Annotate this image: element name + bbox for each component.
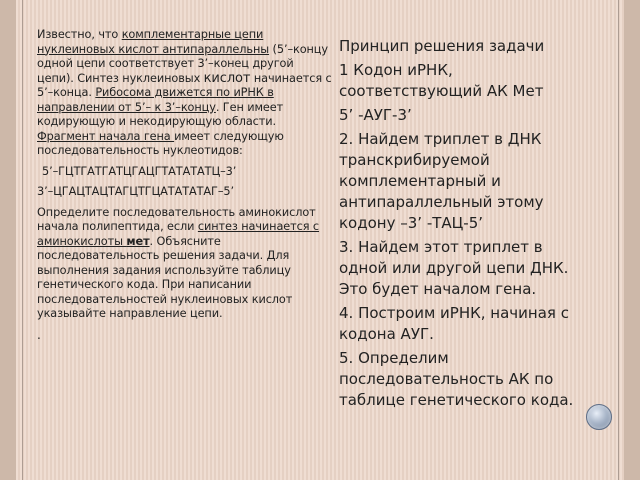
solution-step-3: 3. Найдем этот триплет в одной или другой цепи ДНК. Это будет началом гена. bbox=[339, 238, 569, 298]
problem-text bbox=[37, 28, 332, 348]
solution-codon: 5’ -АУГ-3’ bbox=[339, 106, 412, 124]
solution-step-1: 1 Кодон иРНК, соответствующий АК Мет bbox=[339, 61, 544, 100]
solution-text bbox=[339, 36, 587, 414]
dna-sequence-1: 5’–ГЦТГАТГАТЦГАЦГТАТАТАТЦ–3’ bbox=[42, 164, 237, 178]
dna-sequence-2: 3’–ЦГАЦТАЦТАГЦТГЦАТАТАТАГ–5’ bbox=[37, 185, 234, 198]
right-divider bbox=[618, 0, 619, 480]
solution-step-5: 5. Определим последовательность АК по таблице генетического кода. bbox=[339, 349, 574, 409]
solution-step-4: 4. Построим иРНК, начиная с кодона АУГ. bbox=[339, 304, 569, 343]
bold-met: мет bbox=[126, 234, 150, 248]
problem-paragraph-1: Известно, что комплементарные цепи нуклеиновых кислот антипараллельны (5’–концу одной цепи соответствует 3’–конец другой цепи). Синтез нуклеиновых кислот начинается с 5’–конца. Рибосома движется по иРНК в направлении от 5’– к 3’–концу. Ген имеет кодирующую и некодирующую области. Фрагмент начала гена имеет следующую последовательность нуклеотидов: bbox=[37, 28, 332, 157]
trailing-dot: . bbox=[37, 327, 41, 342]
slide-nav-button[interactable] bbox=[586, 404, 612, 430]
underlined-antiparallel: комплементарные цепи нуклеиновых кислот антипараллельны bbox=[37, 28, 270, 56]
underlined-fragment: Фрагмент начала гена bbox=[37, 129, 175, 143]
solution-heading: Принцип решения задачи bbox=[339, 37, 545, 55]
word-kislot: кислот bbox=[203, 70, 251, 86]
underlined-ribosome: Рибосома движется по иРНК в направлении от 5’– к 3’–концу bbox=[37, 86, 274, 114]
left-divider bbox=[22, 0, 23, 480]
underlined-synthesis: синтез начинается с аминокислоты мет bbox=[37, 220, 320, 248]
problem-paragraph-2: Определите последовательность аминокислот начала полипептида, если синтез начинается с аминокислоты мет. Объясните последовательность решения задачи. Для выполнения задания используйте таблицу генетического кода. При написании последовательностей нуклеиновых кислот указывайте направление цепи. bbox=[37, 205, 320, 320]
solution-step-2: 2. Найдем триплет в ДНК транскрибируемой комплементарный и антипараллельный этому кодону –3’ -ТАЦ-5’ bbox=[339, 130, 544, 232]
